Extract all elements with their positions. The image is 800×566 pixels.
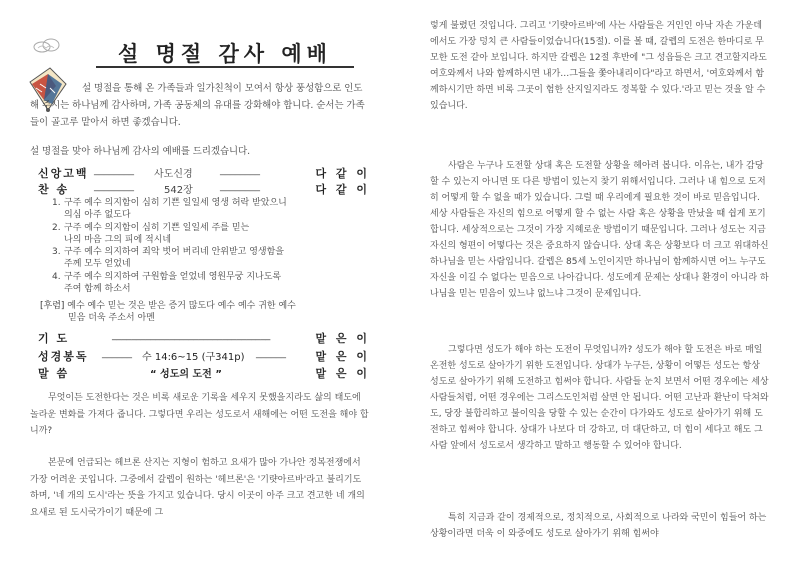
intro-paragraph: 설 명절을 통해 온 가족들과 일가친척이 모여서 항상 풍성함으로 인도해 주시는 하나님께 감사하며, 가족 공동체의 유대를 강화해야 합니다. 순서는 가족들이 골고루 맡아서 하면 좋겠습니다. [30,83,365,128]
order-label: 신앙고백 [38,167,89,180]
hymn-verse: 3. 구주 예수 의지하여 죄악 벗어 버리네 안위받고 영생함을 주께 모두 얻었네 [52,247,284,270]
order-blank: ________ [220,165,260,176]
sermon-paragraph: 그렇다면 성도가 해야 하는 도전이 무엇입니까? 성도가 해야 할 도전은 바로 매일 온전한 성도로 살아가기 위한 도전입니다. 상대가 누구든, 상황이 어떻든 성도는 항상 성도로 살아가기 위해 도전하고 힘써야 합니다. 사람들 눈치 보면서 어떤 경우에는 세상 사람들처럼, 어떤 경우에는 그리스도인처럼 살면 안 됩니다. 어떤 고난과 환난이 닥쳐와도, 당장 불합리하고 불이익을 당할 수 있는 순간이 다가와도 성도로 살아가기 위해 도전하고 힘써야 합니다. 상대가 나보다 더 강하고, 더 대단하고, 더 힘이 세다고 해도 그 사람 앞에서 성도로서 생각하고 말하고 행동할 수 있어야 합니다. [430,345,769,451]
order-content: 542장 [164,185,193,196]
order-blank: ______ [256,348,286,359]
hymn-verse: 4. 구주 예수 의지하여 구원함을 얻었네 영원무궁 지나도록 주여 함께 하소서 [52,271,282,295]
order-reading [30,348,370,363]
hymn-verse: 1. 구주 예수 의지함이 심히 기쁜 일일세 영생 허락 받았으니 의심 아주 없도다 [52,198,287,221]
order-hymn [30,181,370,196]
hymn-chorus [40,300,370,325]
sermon-paragraph: 무엇이든 도전한다는 것은 비록 새로운 기록을 세우지 못했을지라도 삶의 태도에 놀라운 변화를 가져다 줍니다. 그렇다면 우리는 성도로서 새해에는 어떤 도전을 해야 합니까? [30,393,369,436]
right-page [400,0,800,566]
order-blank: _________________________________ [112,330,271,341]
order-label: 찬 송 [38,183,70,196]
order-blank: ______ [102,348,132,359]
order-label: 기 도 [38,332,70,345]
lead-sentence: 설 명절을 맞아 하나님께 감사의 예배를 드리겠습니다. [30,146,251,157]
order-content: 수 14:6~15 (구341p) [142,352,245,363]
chorus-line: 믿음 더욱 주소서 아멘 [68,313,155,324]
order-response: 다 같 이 [315,183,370,196]
order-confession [30,165,370,180]
sermon-paragraph: 본문에 언급되는 헤브론 산지는 지형이 험하고 요새가 많아 가나안 정복전쟁에서 가장 어려운 곳입니다. 그중에서 갈렙이 원하는 '헤브론'은 '기럇아르바'라고 불리기도 하며, '네 개의 도시'라는 뜻을 가지고 있습니다. 당시 이곳이 아주 크고 견고한 네 개의 요새로 된 도시국가이기 때문에 그 [30,458,365,518]
order-content: “ 성도의 도전 ” [150,369,222,380]
sermon-paragraph: 사람은 누구나 도전할 상대 혹은 도전할 상황을 헤아려 봅니다. 이유는, 내가 감당할 수 있는지 아니면 또 다른 방법이 있는지 찾기 위해서입니다. 그러나 내 힘으로 도저히 어떻게 할 수 없을 때가 있습니다. 그럴 때 우리에게 필요한 것이 바로 믿음입니다. 세상 사람들은 자신의 힘으로 어떻게 할 수 없는 사람 혹은 상황을 만났을 때 쉽게 포기합니다. 세상적으로는 그것이 가장 지혜로운 방법이기 때문입니다. 그러나 성도는 지금 자신의 형편이 어떻다는 것은 중요하지 않습니다. 상대 혹은 상황보다 더 크고 위대하신 하나님을 믿는 사람입니다. 갈렙은 85세 노인이지만 하나님이 함께하시면 어느 누구도 자신을 이길 수 없다는 믿음으로 나아갑니다. 성도에게 문제는 상대나 환경이 아니라 하나님을 믿는 믿음이 있느냐 없느냐 그것이 문제입니다. [430,161,769,299]
chorus-tag: [후렴] [40,301,65,311]
sermon-paragraph: 특히 지금과 같이 경제적으로, 정치적으로, 사회적으로 나라와 국민이 힘들어 하는 상황이라면 더욱 이 와중에도 성도로 살아가기 위해 힘써야 [430,513,767,539]
order-response: 맡 은 이 [315,332,370,345]
order-prayer [30,330,370,345]
order-content: 사도신경 [154,169,193,180]
order-response: 맡 은 이 [315,367,370,380]
order-response: 맡 은 이 [315,350,370,363]
cloud-icon [32,36,62,54]
hymn-verse: 2. 구주 예수 의지함이 심히 기쁜 일일세 주를 믿는 나의 마음 그의 피에 적시네 [52,222,250,245]
order-blank: ________ [94,165,134,176]
page-title: 설 명절 감사 예배 [118,42,332,66]
order-label: 성경봉독 [38,350,89,363]
order-label: 말 씀 [38,367,70,380]
hymn-lyrics [52,197,372,295]
order-blank: ________ [94,181,134,192]
sermon-paragraph: 렇게 불렸던 것입니다. 그리고 '기럇아르바'에 사는 사람들은 거인인 아낙 자손 가운데에서도 가장 덩치 큰 사람들이었습니다(15절). 이를 볼 때, 갈렙의 도전은 한마디로 무모한 도전 같아 보입니다. 하지만 갈렙은 12절 후반에 "그 성읍들은 크고 견고할지라도 여호와께서 나와 함께하시면 내가…그들을 쫓아내리이다"라고 하면서, '여호와께서 함께하시기만 하면 비록 그곳이 험한 산지일지라도 정복할 수 있다.'라고 믿는 것을 알 수 있습니다. [430,21,767,111]
chorus-line: 예수 예수 믿는 것은 받은 증거 많도다 예수 예수 귀한 예수 [67,301,296,311]
order-blank: ________ [220,181,260,192]
order-response: 다 같 이 [315,167,370,180]
title-underline [96,66,354,68]
order-sermon [30,365,370,380]
